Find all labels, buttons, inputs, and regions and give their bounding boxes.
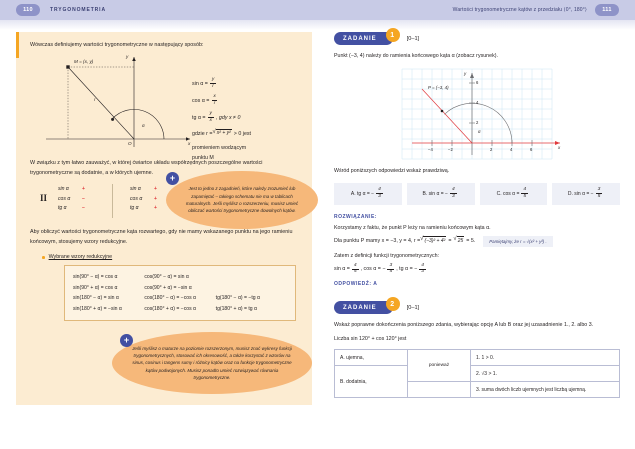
header-fade [0,20,635,30]
reduction-cell: cos(90° − α) = sin α [144,274,189,281]
sign-row-name: cos α [130,195,143,202]
graph-point-label: P = (−3, 4) [428,85,449,90]
reduction-cell: tg(180° + α) = tg α [215,305,257,312]
formula-sin [192,78,304,90]
answer-option-c[interactable] [480,183,548,205]
formula-radius-suffix: > 0 jest [233,130,252,137]
reduction-cell: cos(180° + α) = −cos α [144,305,196,312]
graph-angle-label: α [478,129,481,134]
sign-row-name: cos α [58,195,71,202]
angle-definition-diagram [38,53,198,151]
quadrant-2-signs [58,185,85,213]
table-row [73,304,287,314]
task-1-answer-options [334,183,620,205]
page-number-left: 110 [16,4,40,16]
reduction-cell: cos(180° − α) = −cos α [144,295,196,302]
graph-x-tick: −2 [448,147,453,152]
table-row [73,293,287,303]
diagram-axis-x-label: x [188,141,191,147]
formula-radius-prefix: gdzie r = [192,130,213,137]
task-2-reason-1[interactable]: 1. 1 > 0. [471,350,620,366]
reduction-formulas-table [64,265,296,321]
solution-cos-numerator: 3 [389,262,393,268]
task-2-number-badge: 2 [386,297,400,311]
answer-letter: B. [422,190,428,197]
task-1-graph [384,67,570,163]
answer-expression: tg α = − [357,190,375,197]
graph-y-tick: 6 [476,80,479,85]
sign-row [130,204,157,213]
solution-tg-denominator: 3 [421,269,424,275]
sign-row-value: + [154,186,157,193]
formula-cos-name: cos α = [192,97,210,104]
task-2-header [334,301,620,314]
info-bubble-extended: Jeśli myślisz o maturze na poziomie rozszerzonym, musisz znać wykresy funkcji trygonometrycznych, stosować ich okresowość, a także korzystać z wzorów na sinus, cosinus i tangens sumy i różnicy kątów oraz na funkcje trygonometryczne kątów podwojonych. Musisz ponadto umieć rozwiązywać równania trygonometryczne. [112,332,312,394]
answer-denominator: 5 [523,193,527,199]
page-header [0,0,635,20]
solution-sin-denominator: 5 [353,269,357,275]
solution-sin-numerator: 4 [353,262,357,268]
answer-option-d[interactable] [552,183,620,205]
formula-tg [192,112,304,124]
quadrant-1-signs [130,185,157,213]
task-1-header [334,32,620,45]
formula-radius [192,129,304,138]
page-number-right: 111 [595,4,619,16]
formula-tg-numerator: y [209,111,212,117]
reduction-cell: sin(90° − α) = cos α [73,274,118,281]
solution-tg-label: , tg α = − [396,265,418,272]
solution-result: = 5. [466,237,476,244]
diagram-point-label: M = (x, y) [74,59,94,65]
sign-row [130,195,157,204]
answer-denominator: 3 [451,193,455,199]
solution-line-1: Korzystamy z faktu, że punkt P leży na ramieniu końcowym kąta α. [334,224,491,231]
solution-line-3: Zatem z definicji funkcji trygonometrycznych: [334,252,440,259]
formula-tg-condition: , gdy x ≠ 0 [215,114,241,121]
solution-line-2-row [334,236,620,247]
sign-row-value: − [82,195,85,202]
task-2-statement: Liczba sin 120° + cos 120° jest [334,336,407,343]
sign-row [58,195,85,204]
answer-option-a[interactable] [334,183,402,205]
plus-icon: + [166,172,179,185]
left-column [16,32,312,405]
task-2-pill-label: ZADANIE [343,304,377,311]
formula-sin-denominator: r [212,83,214,89]
answer-numerator: 4 [523,187,527,192]
answer-letter: D. [567,190,573,197]
solution-hint: Pamiętajmy, że r = √(x² + y²) . [483,236,552,247]
sqrt-icon: √ x² + y² [212,129,231,137]
sign-row [130,185,157,194]
formula-cos-numerator: x [213,94,216,100]
reduction-cell: cos(90° + α) = −sin α [144,284,192,291]
solution-label: ROZWIĄZANIE: [334,213,377,220]
sqrt-icon: √ 25 [453,236,464,245]
sign-table-divider [112,184,113,218]
formula-sin-name: sin α = [192,80,208,87]
answer-option-b[interactable] [407,183,475,205]
sign-row [58,204,85,213]
answer-denominator: 5 [597,193,601,199]
sign-row [58,185,85,194]
formula-cos-denominator: r [213,100,216,106]
reduction-cell: sin(180° + α) = −sin α [73,305,122,312]
sign-row-name: tg α [130,205,139,212]
task-2-reason-3[interactable]: 3. suma dwóch liczb ujemnych jest liczbą ujemną. [471,382,620,398]
reduction-intro: Aby obliczyć wartości trygonometryczne kąta rozwartego, gdy nie mamy wskazanego punktu na jego ramieniu końcowym, stosujemy wzory redukcyjne. [30,229,293,245]
graph-x-tick: 2 [490,147,493,152]
task-2-options-table [334,349,620,398]
solution-sin-label: sin α = [334,265,350,272]
quadrant-explanation: W związku z tym łatwo zauważyć, w której ćwiartce układu współrzędnych poszczególne wartości trygonometryczne są dodatnie, a w których ujemne. [30,160,263,176]
answer-expression: sin α = − [574,190,594,197]
table-row [335,366,620,382]
solution-values [334,264,620,276]
table-row [73,283,287,293]
task-2-connector: ponieważ [408,350,471,382]
answer-numerator: 4 [451,187,455,192]
task-1-points: [0–1] [406,35,420,42]
task-2-option-a[interactable]: A. ujemna, [335,350,408,366]
answer-letter: C. [496,190,502,197]
graph-axis-y-label: y [464,71,467,76]
info-bubble-basics: Jest to jedno z zagadnień, które należy zrozumieć lub zapamiętać – takiego schematu nie ma w tablicach maturalnych. Jeśli myślisz o rozszerzeniu, musisz umieć obliczać wartości trygonometryczne dowolnych kątów. [166,171,318,229]
task-2-reason-2[interactable]: 2. √3 > 1. [471,366,620,382]
reduction-cell: tg(180° − α) = −tg α [215,295,260,302]
task-1-prompt: Punkt (−3, 4) należy do ramienia końcowego kąta α (zobacz rysunek). [334,53,498,59]
task-2-connector-spacer [408,382,471,398]
diagram-radius-label: r [94,97,96,103]
graph-y-tick: 4 [476,100,479,105]
solution-equals: = [448,237,452,244]
task-2-pill [334,300,396,314]
answer-expression: sin α = − [428,190,448,197]
reduction-title: Wybrane wzory redukcyjne [48,254,113,261]
header-topic-title: Wartości trygonometryczne kątów z przedziału ⟨0°, 180°⟩ [452,7,587,13]
plus-icon: + [120,334,133,347]
task-1-question: Wśród poniższych odpowiedzi wskaż prawdziwą. [334,168,450,174]
answer-expression: cos α = [503,190,520,197]
bullet-icon [42,256,45,259]
formula-tg-name: tg α = [192,114,206,121]
solution-line-2 [334,236,475,246]
answer-letter: A. [350,190,356,197]
right-column [334,32,620,398]
answer-numerator: 3 [597,187,601,192]
answer-numerator: 4 [378,187,381,192]
formula-tg-denominator: x [209,117,212,123]
quadrant-2-label: II [40,193,48,204]
reduction-cell: sin(180° − α) = sin α [73,295,119,302]
definition-intro: Wówczas definiujemy wartości trygonometryczne w następujący sposób: [30,42,204,48]
solution-line-2-prefix: Dla punktu P mamy x = −3, y = 4, r = [334,237,421,244]
sign-row-value: − [82,205,85,212]
task-1-pill [334,31,396,45]
table-row [335,350,620,366]
sign-row-value: + [82,186,85,193]
formula-cos [192,95,304,107]
graph-x-tick: 4 [510,147,513,152]
reduction-cell [216,283,287,293]
sign-row-name: tg α [58,205,67,212]
solution-radicand-1: (−3)² + 4² [424,238,446,245]
graph-x-tick: −4 [428,147,433,152]
task-2-option-b[interactable]: B. dodatnia, [335,366,408,398]
solution-radicand-2: 25 [457,238,464,245]
header-chapter-title: TRYGONOMETRIA [50,7,106,13]
reduction-title-row [42,254,300,260]
formula-sin-numerator: y [211,77,215,82]
task-2-prompt: Wskaż poprawne dokończenia poniższego zdania, wybierając opcję A lub B oraz jej uzasadnienie 1., 2. albo 3. [334,322,594,329]
sign-row-value: + [154,205,157,212]
reduction-cell [216,272,287,282]
table-row [73,272,287,282]
sign-row-value: + [154,195,157,202]
diagram-angle-label: α [142,123,145,129]
solution-cos-denominator: 5 [389,269,393,275]
diagram-axis-y-label: y [126,54,129,60]
task-1-number-badge: 1 [386,28,400,42]
graph-x-tick: 6 [530,147,533,152]
graph-axis-x-label: x [558,145,561,150]
solution-tg-numerator: 4 [421,262,424,268]
task-1-pill-label: ZADANIE [343,35,377,42]
solution-cos-label: , cos α = − [360,265,386,272]
answer-denominator: 3 [378,193,381,199]
answer-label: ODPOWIEDŹ: A [334,281,378,288]
sign-row-name: sin α [58,186,69,193]
diagram-origin-label: O [128,141,132,147]
trig-definition-formulas [192,78,304,167]
formula-radius-line2: promieniem wodzącym [192,144,247,151]
graph-y-tick: 2 [476,120,479,125]
formula-radius-radicand: x² + y² [216,130,231,137]
sign-row-name: sin α [130,186,141,193]
formula-radius-line3: punktu M [192,154,214,161]
sqrt-icon: √ (−3)² + 4² [420,236,446,245]
task-2-points: [0–1] [406,304,420,311]
reduction-cell: sin(90° + α) = cos α [73,284,118,291]
